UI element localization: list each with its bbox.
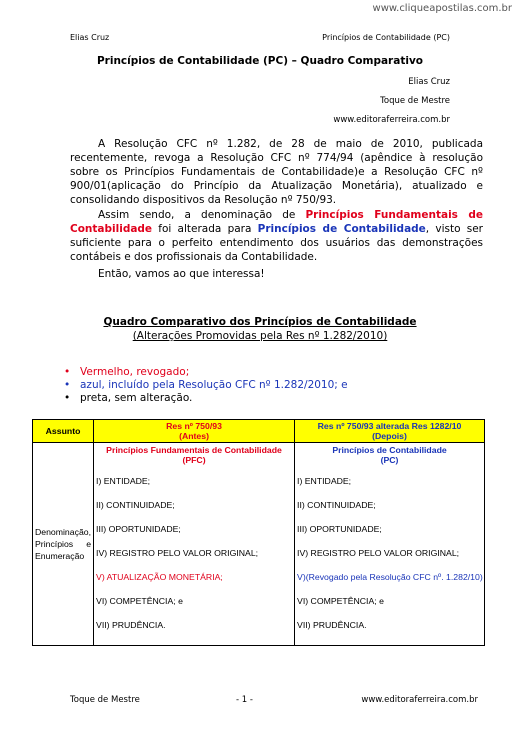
color-legend xyxy=(58,366,348,405)
bullet-icon: • xyxy=(64,366,71,378)
legend-black-text: preta, sem alteração. xyxy=(80,392,193,404)
footer-right: www.editoraferreira.com.br xyxy=(361,695,478,705)
list-item: VII) PRUDÊNCIA. xyxy=(297,620,367,630)
cell-antes xyxy=(94,443,295,646)
antes-title-line1: Princípios Fundamentais de Contabilidade xyxy=(106,445,282,455)
list-item: I) ENTIDADE; xyxy=(297,476,352,486)
list-item: III) OPORTUNIDADE; xyxy=(96,524,181,534)
byline-column: Toque de Mestre xyxy=(380,96,450,106)
legend-blue-text: azul, incluído pela Resolução CFC nº 1.282/2010; e xyxy=(80,379,348,391)
quadro-subtitle: (Alterações Promovidas pela Res nº 1.282/2010) xyxy=(132,330,388,342)
header-antes-line1: Res nº 750/93 xyxy=(166,421,222,431)
paragraph-closing: Então, vamos ao que interessa! xyxy=(98,268,265,280)
bullet-icon: • xyxy=(64,392,71,404)
list-item: VII) PRUDÊNCIA. xyxy=(96,620,166,630)
list-item-revoked-note: V)(Revogado pela Resolução CFC nº. 1.282/10) xyxy=(297,572,483,582)
p2-new-name: Princípios de Contabilidade xyxy=(257,223,426,235)
depois-column-title xyxy=(295,445,484,465)
document-title: Princípios de Contabilidade (PC) – Quadro Comparativo xyxy=(96,55,424,67)
depois-list xyxy=(295,475,484,645)
depois-title-line2: (PC) xyxy=(380,455,399,465)
depois-title-line1: Princípios de Contabilidade xyxy=(332,445,447,455)
legend-red-text: Vermelho, revogado; xyxy=(80,366,190,378)
list-item: VI) COMPETÊNCIA; e xyxy=(297,596,384,606)
list-item: I) ENTIDADE; xyxy=(96,476,151,486)
p2-text-b: foi alterada para xyxy=(152,223,258,235)
antes-list xyxy=(94,475,294,645)
comparison-table xyxy=(32,419,485,646)
byline-site: www.editoraferreira.com.br xyxy=(333,115,450,125)
header-left: Elias Cruz xyxy=(70,33,110,42)
legend-item-black xyxy=(58,392,348,405)
list-item: IV) REGISTRO PELO VALOR ORIGINAL; xyxy=(297,548,460,558)
list-item: III) OPORTUNIDADE; xyxy=(297,524,382,534)
quadro-title: Quadro Comparativo dos Princípios de Contabilidade xyxy=(103,316,417,328)
list-item: II) CONTINUIDADE; xyxy=(96,500,175,510)
antes-column-title xyxy=(94,445,294,465)
header-assunto: Assunto xyxy=(33,420,94,443)
table-row xyxy=(33,443,485,646)
paragraph-intro: A Resolução CFC nº 1.282, de 28 de maio de 2010, publicada recentemente, revoga a Resolução CFC nº 774/94 (apêndice à resolução sobre os Princípios Fundamentais de Contabilidade)e a Resolução CFC nº 900/01(aplicação do Princípio da Atualização Monetária), atualizado e consolidando dispositivos da Resolução nº 750/93. xyxy=(70,138,483,206)
bullet-icon: • xyxy=(64,379,71,391)
list-item: IV) REGISTRO PELO VALOR ORIGINAL; xyxy=(96,548,259,558)
header-antes xyxy=(94,420,295,443)
watermark: www.cliqueapostilas.com.br xyxy=(372,3,512,14)
header-antes-line2: (Antes) xyxy=(179,431,209,441)
p2-text-c: , visto ser suficiente para o perfeito entendimento dos usuários das demonstrações contábeis e dos profissionais da Contabilidade. xyxy=(70,223,483,263)
list-item-revoked: V) ATUALIZAÇÃO MONETÁRIA; xyxy=(96,572,223,582)
byline-author: Elias Cruz xyxy=(408,77,450,87)
table-header-row xyxy=(33,420,485,443)
list-item: II) CONTINUIDADE; xyxy=(297,500,376,510)
header-depois-line1: Res nº 750/93 alterada Res 1282/10 xyxy=(317,421,462,431)
footer-left: Toque de Mestre xyxy=(70,695,140,705)
header-depois xyxy=(295,420,485,443)
antes-title-line2: (PFC) xyxy=(182,455,206,465)
legend-item-red xyxy=(58,366,348,379)
header-right: Princípios de Contabilidade (PC) xyxy=(322,33,450,42)
page-number: - 1 - xyxy=(236,695,253,705)
legend-item-blue xyxy=(58,379,348,392)
p2-old-name: Princípios Fundamentais de Contabilidade xyxy=(70,209,483,235)
cell-assunto: Denominação, Princípios e Enumeração xyxy=(33,443,94,646)
cell-depois xyxy=(295,443,485,646)
p2-text-a: Assim sendo, a denominação de xyxy=(98,209,306,221)
paragraph-denomination xyxy=(70,208,483,264)
header-depois-line2: (Depois) xyxy=(372,431,407,441)
list-item: VI) COMPETÊNCIA; e xyxy=(96,596,183,606)
